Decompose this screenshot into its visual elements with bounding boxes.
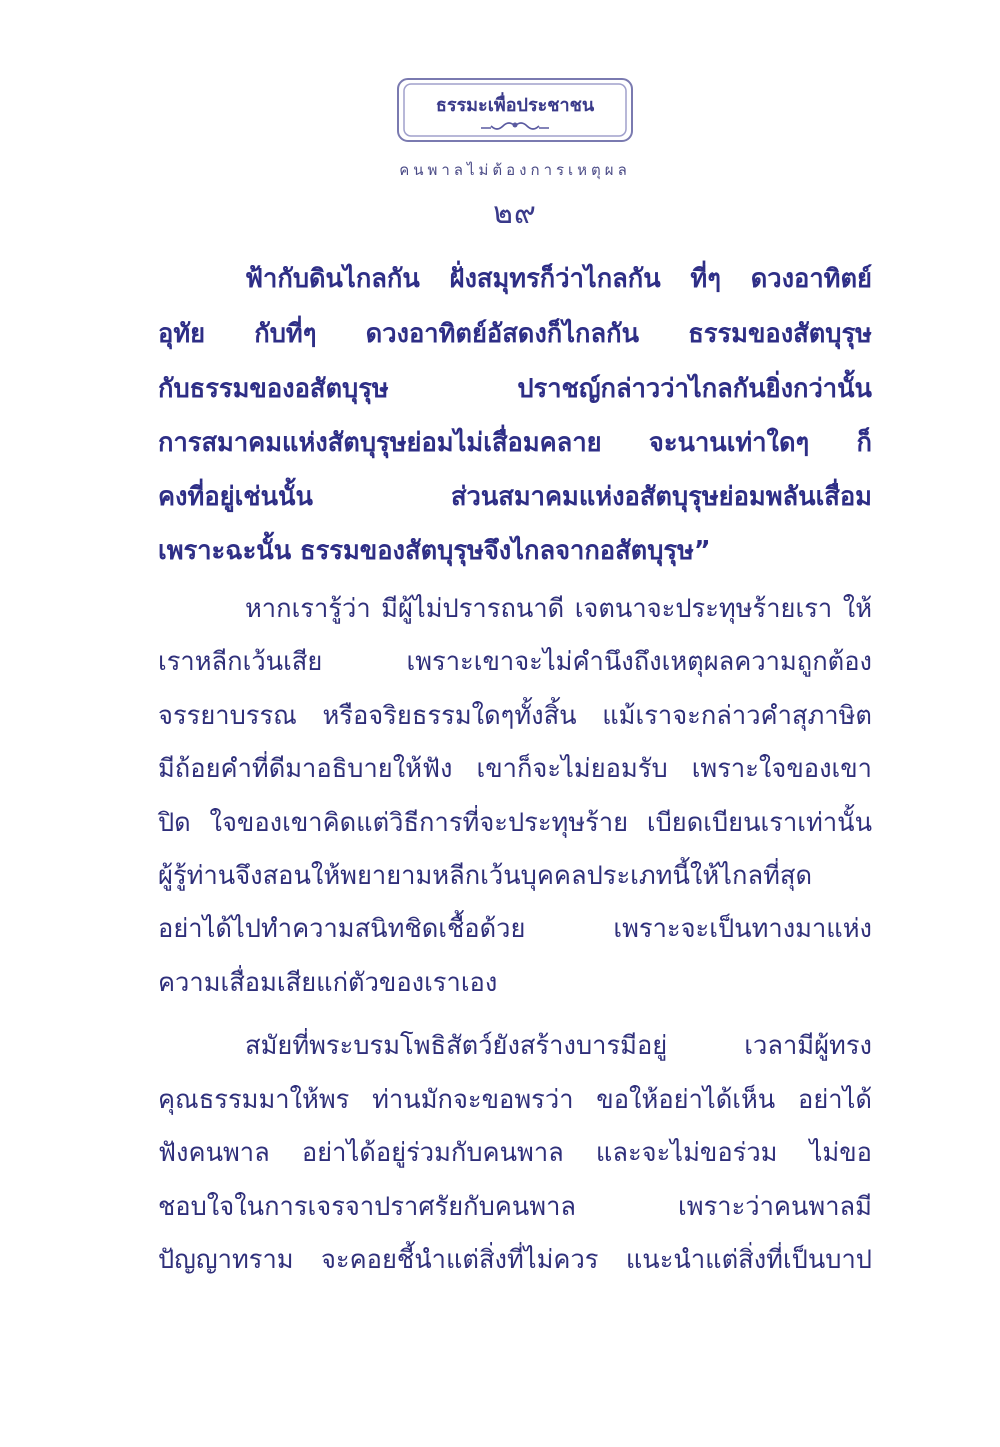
- logo-text: ธรรมะเพื่อประชาชน: [435, 95, 595, 116]
- paragraph-line: ปัญญาทราม จะคอยชี้นำแต่สิ่งที่ไม่ควร แนะนำแต่สิ่งที่เป็นบาป: [158, 1245, 872, 1275]
- paragraph-line: เราหลีกเว้นเสีย เพราะเขาจะไม่คำนึงถึงเหตุผลความถูกต้อง: [158, 647, 872, 677]
- quote-line: กับธรรมของอสัตบุรุษ ปราชญ์กล่าวว่าไกลกันยิ่งกว่านั้น: [158, 374, 872, 404]
- chapter-subtitle: คนพาลไม่ต้องการเหตุผล: [399, 161, 631, 179]
- paragraph-line: ฟังคนพาล อย่าได้อยู่ร่วมกับคนพาล และจะไม่ขอร่วม ไม่ขอ: [158, 1138, 872, 1168]
- paragraph-line: คุณธรรมมาให้พร ท่านมักจะขอพรว่า ขอให้อย่าได้เห็น อย่าได้: [158, 1085, 872, 1115]
- paragraph-line: ผู้รู้ท่านจึงสอนให้พยายามหลีกเว้นบุคคลประเภทนี้ให้ไกลที่สุด: [158, 861, 812, 891]
- paragraph-line: หากเรารู้ว่า มีผู้ไม่ปรารถนาดี เจตนาจะประทุษร้ายเรา ให้: [245, 594, 872, 624]
- paragraph-line: ความเสื่อมเสียแก่ตัวของเราเอง: [158, 968, 498, 998]
- paragraph-line: ชอบใจในการเจรจาปราศรัยกับคนพาล เพราะว่าคนพาลมี: [158, 1192, 872, 1222]
- paragraph-line: จรรยาบรรณ หรือจริยธรรมใดๆทั้งสิ้น แม้เราจะกล่าวคำสุภาษิต: [158, 701, 872, 731]
- paragraph-line: อย่าได้ไปทำความสนิทชิดเชื้อด้วย เพราะจะเป็นทางมาแห่ง: [158, 914, 872, 944]
- quote-line: อุทัย กับที่ๆ ดวงอาทิตย์อัสดงก็ไกลกัน ธรรมของสัตบุรุษ: [158, 319, 872, 349]
- paragraph-line: มีถ้อยคำที่ดีมาอธิบายให้ฟัง เขาก็จะไม่ยอมรับ เพราะใจของเขา: [158, 754, 872, 784]
- quote-line: คงที่อยู่เช่นนั้น ส่วนสมาคมแห่งอสัตบุรุษย่อมพลันเสื่อม: [158, 482, 872, 512]
- quote-line: การสมาคมแห่งสัตบุรุษย่อมไม่เสื่อมคลาย จะนานเท่าใดๆ ก็: [158, 428, 872, 458]
- logo-plaque: [395, 76, 635, 152]
- quote-line: เพราะฉะนั้น ธรรมของสัตบุรุษจึงไกลจากอสัตบุรุษ”: [158, 536, 711, 566]
- paragraph-line: สมัยที่พระบรมโพธิสัตว์ยังสร้างบารมีอยู่ เวลามีผู้ทรง: [245, 1031, 872, 1061]
- paragraph-line: ปิด ใจของเขาคิดแต่วิธีการที่จะประทุษร้าย เบียดเบียนเราเท่านั้น: [158, 808, 872, 838]
- quote-line: ฟ้ากับดินไกลกัน ฝั่งสมุทรก็ว่าไกลกัน ที่ๆ ดวงอาทิตย์: [245, 264, 872, 294]
- chapter-number: ๒๙: [493, 196, 537, 231]
